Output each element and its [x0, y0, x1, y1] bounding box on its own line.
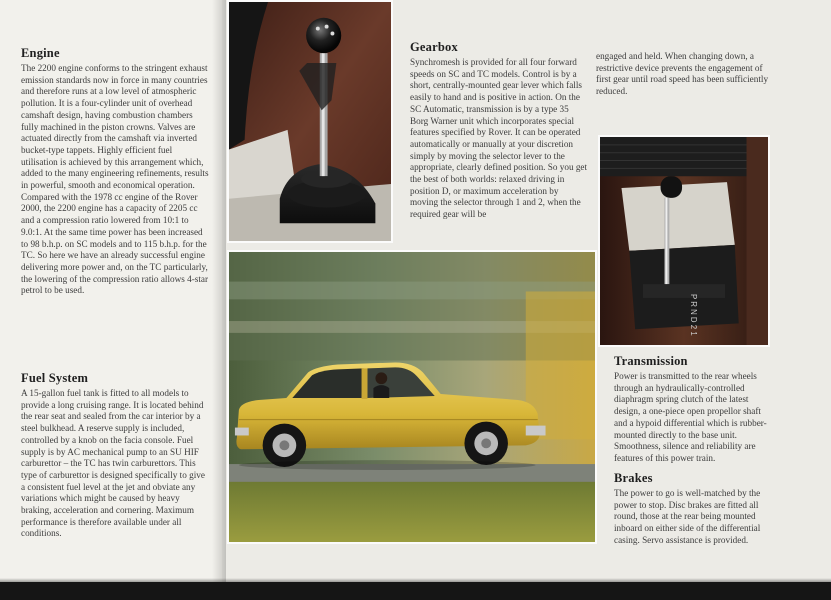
- brakes-section: [614, 471, 774, 547]
- manual-gear-lever-illustration: [229, 2, 391, 241]
- yellow-saloon-illustration: [229, 252, 595, 542]
- automatic-selector-illustration: [600, 137, 768, 345]
- engine-heading: Engine: [21, 46, 60, 60]
- brakes-body: The power to go is well-matched by the power to stop. Disc brakes are fitted all round, those at the rear being mounted inboard on either side of the differential casing. Servo assistance is provided.: [614, 488, 761, 545]
- engine-body: The 2200 engine conforms to the stringent exhaust emission standards now in force in many countries and therefore runs at a low level of atmospheric pollution. It is a four-cylinder unit of overhead camshaft design, having combustion chambers fully machined in the piston crowns. Valves are actuated directly from the camshaft via inverted bucket-type tappets. Highly efficient fuel utilisation is achieved by this arrangement which, added to the many engineering refinements, results in powerful, smooth and economical operation. Compared with the 1978 cc engine of the Rover 2000, the 2200 engine has a capacity of 2205 cc and a compression ratio lowered from 10:1 to 9.0:1. At the same time power has been increased to 98 b.h.p. on SC models and to 115 b.h.p. for the TC. So here we have an already successful engine delivering more power and, on the TC particularly, the lowering of the compression ratio allows 4-star petrol to be used.: [21, 63, 209, 296]
- automatic-selector-photo: [598, 135, 770, 347]
- transmission-heading: Transmission: [614, 354, 688, 368]
- gearbox-continued-body: engaged and held. When changing down, a restrictive device prevents the engagement of first gear until road speed has been sufficiently reduced.: [596, 51, 769, 97]
- gearbox-continued-section: [596, 51, 774, 98]
- fuel-system-section: [21, 371, 209, 540]
- selector-letters: P R N D 2 1: [688, 293, 698, 336]
- fuel-system-body: A 15-gallon fuel tank is fitted to all models to provide a long cruising range. It is located behind the rear seat and sealed from the car interior by a steel bulkhead. A reserve supply is included, controlled by a knob on the facia console. Fuel supply is by AC mechanical pump to an SU HIF carburettor – the TC has twin carburettors. This type of carburettor is designed specifically to give a consistent fuel level at the jet and obviate any variations which might be caused by heavy braking, acceleration and cornering. Maximum performance is therefore available under all conditions.: [21, 388, 205, 539]
- engine-section: [21, 46, 209, 297]
- gearbox-heading: Gearbox: [410, 40, 458, 54]
- gearbox-section: [410, 40, 588, 221]
- bottom-edge-shadow: [0, 582, 831, 600]
- fuel-system-heading: Fuel System: [21, 371, 89, 385]
- transmission-body: Power is transmitted to the rear wheels through an hydraulically-controlled diaphragm spring clutch of the latest design, a one-piece open propellor shaft and a hypoid differential which is rubber-mounted directly to the base unit. Smoothness, silence and reliability are features of this power train.: [614, 371, 767, 463]
- rover-2200-car-photo: [227, 250, 597, 544]
- transmission-section: [614, 354, 774, 465]
- gearbox-body: Synchromesh is provided for all four forward speeds on SC and TC models. Control is by a short, centrally-mounted gear lever which falls easily to hand and is positive in action. On the SC Automatic, transmission is by a type 35 Borg Warner unit which incorporates special features specified by Rover. It can be operated automatically or manually at your discretion simply by moving the selector lever to the appropriate, clearly defined position. So you get the best of both worlds: relaxed driving in position D, or maximum acceleration by moving the selector through 1 and 2, when the required gear will be: [410, 57, 588, 220]
- brakes-heading: Brakes: [614, 471, 653, 485]
- page-gutter: [212, 0, 226, 600]
- manual-gear-lever-photo: [227, 0, 393, 243]
